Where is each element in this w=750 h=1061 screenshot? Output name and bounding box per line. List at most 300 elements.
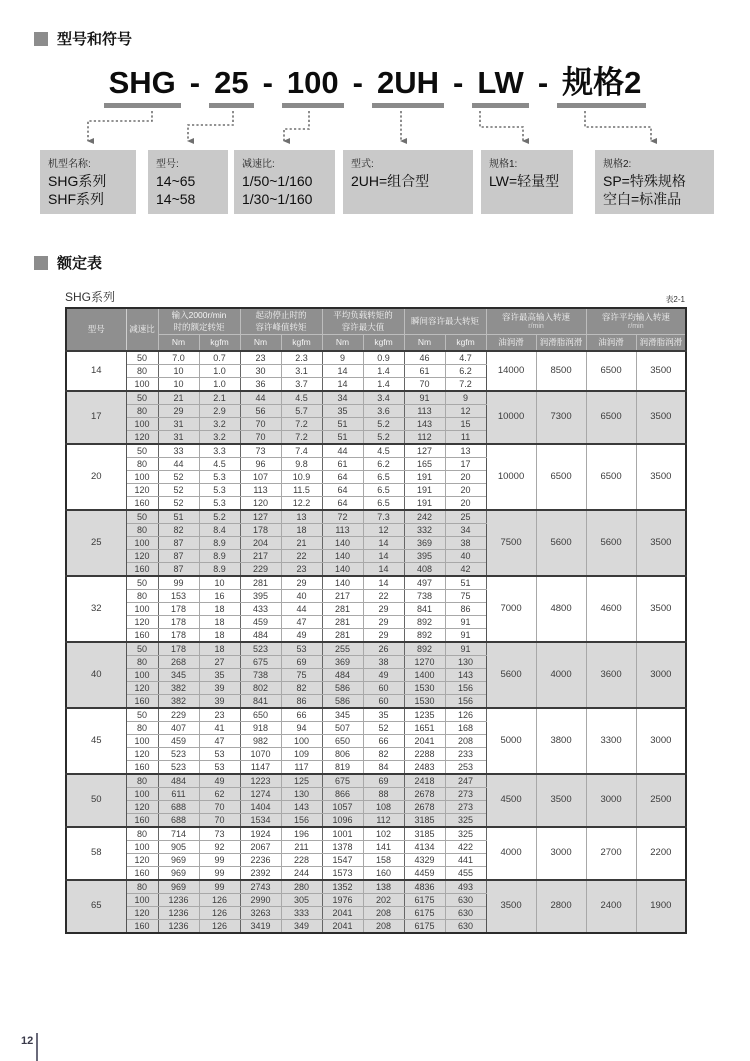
value-cell: 14 bbox=[322, 364, 363, 377]
value-cell: 140 bbox=[322, 549, 363, 562]
value-cell: 18 bbox=[199, 642, 240, 656]
value-cell: 819 bbox=[322, 760, 363, 774]
value-cell: 1547 bbox=[322, 853, 363, 866]
value-cell: 191 bbox=[404, 483, 445, 496]
value-cell: 969 bbox=[158, 853, 199, 866]
section-marker-icon bbox=[34, 32, 48, 46]
value-cell: 806 bbox=[322, 747, 363, 760]
value-cell: 349 bbox=[281, 919, 322, 933]
speed-cell: 4000 bbox=[536, 642, 586, 708]
code-dash: - bbox=[189, 65, 201, 100]
value-cell: 918 bbox=[240, 721, 281, 734]
value-cell: 281 bbox=[240, 576, 281, 590]
value-cell: 841 bbox=[240, 694, 281, 708]
value-cell: 2743 bbox=[240, 880, 281, 894]
value-cell: 5.2 bbox=[363, 430, 404, 444]
value-cell: 1147 bbox=[240, 760, 281, 774]
value-cell: 1236 bbox=[158, 906, 199, 919]
value-cell: 18 bbox=[199, 615, 240, 628]
value-cell: 102 bbox=[363, 827, 404, 841]
value-cell: 34 bbox=[445, 523, 486, 536]
code-seg-size: 25 bbox=[209, 66, 253, 108]
legend-box-label: 型号: bbox=[156, 159, 179, 171]
value-cell: 49 bbox=[199, 774, 240, 788]
value-cell: 69 bbox=[281, 655, 322, 668]
legend-box-line: SP=特殊规格 bbox=[603, 173, 686, 190]
value-cell: 113 bbox=[404, 404, 445, 417]
value-cell: 35 bbox=[363, 708, 404, 722]
section-title: 型号和符号 bbox=[57, 31, 133, 48]
speed-cell: 3500 bbox=[536, 774, 586, 827]
value-cell: 13 bbox=[281, 510, 322, 524]
legend-box-series bbox=[40, 150, 136, 214]
table-row bbox=[66, 444, 686, 458]
value-cell: 72 bbox=[322, 510, 363, 524]
value-cell: 1.0 bbox=[199, 377, 240, 391]
value-cell: 5.3 bbox=[199, 470, 240, 483]
value-cell: 969 bbox=[158, 880, 199, 894]
table-row bbox=[66, 774, 686, 788]
value-cell: 91 bbox=[445, 615, 486, 628]
value-cell: 6.5 bbox=[363, 470, 404, 483]
value-cell: 64 bbox=[322, 470, 363, 483]
speed-cell: 4600 bbox=[586, 576, 636, 642]
value-cell: 88 bbox=[363, 787, 404, 800]
speed-cell: 10000 bbox=[486, 391, 536, 444]
value-cell: 91 bbox=[445, 628, 486, 642]
value-cell: 51 bbox=[445, 576, 486, 590]
ratio-cell: 80 bbox=[126, 655, 158, 668]
section-marker-icon bbox=[34, 256, 48, 270]
value-cell: 202 bbox=[363, 893, 404, 906]
value-cell: 714 bbox=[158, 827, 199, 841]
value-cell: 3.2 bbox=[199, 417, 240, 430]
value-cell: 127 bbox=[404, 444, 445, 458]
legend-box-line: 14~58 bbox=[156, 191, 196, 208]
value-cell: 4.7 bbox=[445, 351, 486, 365]
value-cell: 1236 bbox=[158, 919, 199, 933]
ratio-cell: 80 bbox=[126, 774, 158, 788]
value-cell: 459 bbox=[240, 615, 281, 628]
value-cell: 2990 bbox=[240, 893, 281, 906]
value-cell: 52 bbox=[158, 496, 199, 510]
value-cell: 70 bbox=[199, 813, 240, 827]
value-cell: 1.4 bbox=[363, 364, 404, 377]
value-cell: 408 bbox=[404, 562, 445, 576]
value-cell: 497 bbox=[404, 576, 445, 590]
value-cell: 2392 bbox=[240, 866, 281, 880]
table-row bbox=[66, 391, 686, 405]
model-cell: 20 bbox=[66, 444, 126, 510]
legend-box-line: SHG系列 bbox=[48, 173, 107, 190]
value-cell: 87 bbox=[158, 536, 199, 549]
connector bbox=[284, 111, 309, 141]
legend-box-ratio bbox=[234, 150, 335, 214]
value-cell: 33 bbox=[158, 444, 199, 458]
col-header-unit: kgfm bbox=[445, 334, 486, 351]
value-cell: 108 bbox=[363, 800, 404, 813]
value-cell: 153 bbox=[158, 589, 199, 602]
value-cell: 94 bbox=[281, 721, 322, 734]
col-header-model: 型号 bbox=[66, 308, 126, 350]
value-cell: 56 bbox=[240, 404, 281, 417]
speed-cell: 2400 bbox=[586, 880, 636, 933]
col-header-unit: 润滑脂润滑 bbox=[636, 334, 686, 351]
value-cell: 14 bbox=[363, 536, 404, 549]
speed-cell: 7300 bbox=[536, 391, 586, 444]
value-cell: 165 bbox=[404, 457, 445, 470]
value-cell: 36 bbox=[240, 377, 281, 391]
value-cell: 3.1 bbox=[281, 364, 322, 377]
speed-cell: 2700 bbox=[586, 827, 636, 880]
value-cell: 441 bbox=[445, 853, 486, 866]
connector bbox=[88, 111, 152, 141]
value-cell: 117 bbox=[281, 760, 322, 774]
value-cell: 586 bbox=[322, 694, 363, 708]
code-seg-type: 2UH bbox=[372, 66, 444, 108]
ratio-cell: 50 bbox=[126, 708, 158, 722]
speed-cell: 6500 bbox=[586, 351, 636, 391]
value-cell: 688 bbox=[158, 813, 199, 827]
value-cell: 5.3 bbox=[199, 483, 240, 496]
section-header-ratings bbox=[34, 252, 750, 273]
value-cell: 40 bbox=[445, 549, 486, 562]
value-cell: 130 bbox=[445, 655, 486, 668]
ratio-cell: 120 bbox=[126, 483, 158, 496]
value-cell: 29 bbox=[363, 602, 404, 615]
value-cell: 1274 bbox=[240, 787, 281, 800]
value-cell: 493 bbox=[445, 880, 486, 894]
ratio-cell: 50 bbox=[126, 444, 158, 458]
page-number: 12 bbox=[21, 1035, 34, 1047]
legend-box-spec1 bbox=[481, 150, 573, 214]
value-cell: 650 bbox=[240, 708, 281, 722]
value-cell: 325 bbox=[445, 813, 486, 827]
value-cell: 9 bbox=[445, 391, 486, 405]
value-cell: 113 bbox=[240, 483, 281, 496]
section-title: 额定表 bbox=[57, 255, 103, 273]
ratio-cell: 80 bbox=[126, 880, 158, 894]
value-cell: 126 bbox=[199, 906, 240, 919]
value-cell: 23 bbox=[199, 708, 240, 722]
value-cell: 52 bbox=[158, 470, 199, 483]
value-cell: 70 bbox=[404, 377, 445, 391]
value-cell: 1235 bbox=[404, 708, 445, 722]
legend-box-line: 14~65 bbox=[156, 173, 196, 190]
table-row bbox=[66, 708, 686, 722]
value-cell: 5.2 bbox=[199, 510, 240, 524]
speed-cell: 6500 bbox=[586, 391, 636, 444]
value-cell: 675 bbox=[240, 655, 281, 668]
value-cell: 96 bbox=[240, 457, 281, 470]
value-cell: 507 bbox=[322, 721, 363, 734]
col-header-unit: Nm bbox=[240, 334, 281, 351]
table-meta bbox=[65, 288, 685, 305]
value-cell: 333 bbox=[281, 906, 322, 919]
speed-cell: 3500 bbox=[636, 510, 686, 576]
value-cell: 126 bbox=[199, 893, 240, 906]
value-cell: 523 bbox=[158, 747, 199, 760]
value-cell: 29 bbox=[158, 404, 199, 417]
value-cell: 13 bbox=[445, 444, 486, 458]
value-cell: 12.2 bbox=[281, 496, 322, 510]
value-cell: 4.5 bbox=[199, 457, 240, 470]
ratio-cell: 100 bbox=[126, 602, 158, 615]
value-cell: 92 bbox=[199, 840, 240, 853]
value-cell: 99 bbox=[158, 576, 199, 590]
value-cell: 4459 bbox=[404, 866, 445, 880]
col-header-group: 起动停止时的 容许峰值转矩 bbox=[240, 308, 322, 334]
value-cell: 73 bbox=[240, 444, 281, 458]
value-cell: 53 bbox=[199, 747, 240, 760]
value-cell: 2041 bbox=[404, 734, 445, 747]
table-row bbox=[66, 576, 686, 590]
value-cell: 4836 bbox=[404, 880, 445, 894]
value-cell: 1070 bbox=[240, 747, 281, 760]
value-cell: 112 bbox=[404, 430, 445, 444]
value-cell: 2418 bbox=[404, 774, 445, 788]
value-cell: 107 bbox=[240, 470, 281, 483]
value-cell: 523 bbox=[240, 642, 281, 656]
model-cell: 17 bbox=[66, 391, 126, 444]
value-cell: 892 bbox=[404, 628, 445, 642]
speed-cell: 6500 bbox=[536, 444, 586, 510]
value-cell: 866 bbox=[322, 787, 363, 800]
connector bbox=[188, 111, 233, 141]
ratio-cell: 100 bbox=[126, 840, 158, 853]
value-cell: 64 bbox=[322, 483, 363, 496]
value-cell: 10 bbox=[158, 364, 199, 377]
connector-lines bbox=[0, 110, 750, 150]
value-cell: 1270 bbox=[404, 655, 445, 668]
value-cell: 69 bbox=[363, 774, 404, 788]
value-cell: 2.3 bbox=[281, 351, 322, 365]
model-cell: 40 bbox=[66, 642, 126, 708]
value-cell: 630 bbox=[445, 906, 486, 919]
col-header-unit: 油润滑 bbox=[486, 334, 536, 351]
value-cell: 281 bbox=[322, 602, 363, 615]
value-cell: 29 bbox=[281, 576, 322, 590]
connector bbox=[480, 111, 523, 141]
ratio-cell: 120 bbox=[126, 853, 158, 866]
value-cell: 160 bbox=[363, 866, 404, 880]
value-cell: 91 bbox=[445, 642, 486, 656]
value-cell: 345 bbox=[322, 708, 363, 722]
ratio-cell: 80 bbox=[126, 364, 158, 377]
value-cell: 7.0 bbox=[158, 351, 199, 365]
value-cell: 26 bbox=[363, 642, 404, 656]
value-cell: 395 bbox=[404, 549, 445, 562]
model-code-diagram bbox=[0, 65, 750, 214]
footer-rule bbox=[36, 1033, 38, 1061]
value-cell: 1378 bbox=[322, 840, 363, 853]
value-cell: 70 bbox=[240, 417, 281, 430]
model-cell: 25 bbox=[66, 510, 126, 576]
code-dash: - bbox=[352, 65, 363, 100]
value-cell: 0.9 bbox=[363, 351, 404, 365]
value-cell: 38 bbox=[445, 536, 486, 549]
value-cell: 75 bbox=[445, 589, 486, 602]
value-cell: 4329 bbox=[404, 853, 445, 866]
speed-cell: 3500 bbox=[486, 880, 536, 933]
value-cell: 3185 bbox=[404, 827, 445, 841]
speed-cell: 3000 bbox=[636, 642, 686, 708]
value-cell: 23 bbox=[240, 351, 281, 365]
value-cell: 64 bbox=[322, 496, 363, 510]
value-cell: 34 bbox=[322, 391, 363, 405]
value-cell: 273 bbox=[445, 800, 486, 813]
legend-box-label: 型式: bbox=[351, 159, 374, 171]
value-cell: 20 bbox=[445, 496, 486, 510]
value-cell: 5.7 bbox=[281, 404, 322, 417]
ratio-cell: 120 bbox=[126, 800, 158, 813]
value-cell: 84 bbox=[363, 760, 404, 774]
speed-cell: 5600 bbox=[586, 510, 636, 576]
value-cell: 22 bbox=[281, 549, 322, 562]
value-cell: 280 bbox=[281, 880, 322, 894]
value-cell: 281 bbox=[322, 628, 363, 642]
value-cell: 6175 bbox=[404, 906, 445, 919]
col-header-group: 瞬间容许最大转矩 bbox=[404, 308, 486, 334]
value-cell: 75 bbox=[281, 668, 322, 681]
ratio-cell: 160 bbox=[126, 866, 158, 880]
col-header-unit: kgfm bbox=[199, 334, 240, 351]
value-cell: 1924 bbox=[240, 827, 281, 841]
value-cell: 12 bbox=[363, 523, 404, 536]
section-header-model-symbols bbox=[34, 28, 750, 49]
value-cell: 49 bbox=[281, 628, 322, 642]
value-cell: 1976 bbox=[322, 893, 363, 906]
value-cell: 140 bbox=[322, 562, 363, 576]
value-cell: 143 bbox=[445, 668, 486, 681]
ratio-cell: 100 bbox=[126, 893, 158, 906]
value-cell: 369 bbox=[404, 536, 445, 549]
speed-cell: 14000 bbox=[486, 351, 536, 391]
value-cell: 14 bbox=[363, 576, 404, 590]
value-cell: 484 bbox=[322, 668, 363, 681]
code-dash: - bbox=[262, 65, 273, 100]
value-cell: 1001 bbox=[322, 827, 363, 841]
value-cell: 433 bbox=[240, 602, 281, 615]
value-cell: 1651 bbox=[404, 721, 445, 734]
col-header-unit: Nm bbox=[322, 334, 363, 351]
ratio-cell: 160 bbox=[126, 628, 158, 642]
value-cell: 11.5 bbox=[281, 483, 322, 496]
value-cell: 44 bbox=[322, 444, 363, 458]
speed-cell: 3500 bbox=[636, 444, 686, 510]
value-cell: 4.5 bbox=[281, 391, 322, 405]
value-cell: 40 bbox=[281, 589, 322, 602]
value-cell: 244 bbox=[281, 866, 322, 880]
value-cell: 6.2 bbox=[445, 364, 486, 377]
ratio-cell: 160 bbox=[126, 496, 158, 510]
model-code bbox=[0, 65, 750, 108]
value-cell: 178 bbox=[158, 628, 199, 642]
value-cell: 586 bbox=[322, 681, 363, 694]
value-cell: 62 bbox=[199, 787, 240, 800]
ratio-cell: 100 bbox=[126, 668, 158, 681]
ratio-cell: 120 bbox=[126, 906, 158, 919]
connector bbox=[585, 111, 651, 141]
model-cell: 58 bbox=[66, 827, 126, 880]
value-cell: 52 bbox=[158, 483, 199, 496]
value-cell: 47 bbox=[199, 734, 240, 747]
value-cell: 630 bbox=[445, 893, 486, 906]
value-cell: 178 bbox=[240, 523, 281, 536]
value-cell: 1404 bbox=[240, 800, 281, 813]
speed-cell: 1900 bbox=[636, 880, 686, 933]
value-cell: 31 bbox=[158, 430, 199, 444]
value-cell: 156 bbox=[445, 681, 486, 694]
value-cell: 242 bbox=[404, 510, 445, 524]
col-header-unit: kgfm bbox=[363, 334, 404, 351]
legend-box-label: 减速比: bbox=[242, 159, 275, 171]
value-cell: 66 bbox=[363, 734, 404, 747]
value-cell: 70 bbox=[240, 430, 281, 444]
legend-box-size bbox=[148, 150, 228, 214]
speed-cell: 4500 bbox=[486, 774, 536, 827]
value-cell: 2236 bbox=[240, 853, 281, 866]
value-cell: 3.3 bbox=[199, 444, 240, 458]
value-cell: 892 bbox=[404, 615, 445, 628]
speed-cell: 2800 bbox=[536, 880, 586, 933]
value-cell: 1530 bbox=[404, 694, 445, 708]
value-cell: 2.9 bbox=[199, 404, 240, 417]
table-series-label: SHG系列 bbox=[65, 290, 116, 305]
value-cell: 86 bbox=[445, 602, 486, 615]
value-cell: 738 bbox=[240, 668, 281, 681]
value-cell: 23 bbox=[281, 562, 322, 576]
value-cell: 17 bbox=[445, 457, 486, 470]
table-row bbox=[66, 351, 686, 365]
ratio-cell: 80 bbox=[126, 457, 158, 470]
value-cell: 1236 bbox=[158, 893, 199, 906]
ratio-cell: 120 bbox=[126, 681, 158, 694]
value-cell: 7.2 bbox=[281, 417, 322, 430]
value-cell: 113 bbox=[322, 523, 363, 536]
code-seg-series: SHG bbox=[104, 66, 181, 108]
speed-cell: 5600 bbox=[486, 642, 536, 708]
value-cell: 20 bbox=[445, 483, 486, 496]
value-cell: 382 bbox=[158, 694, 199, 708]
value-cell: 455 bbox=[445, 866, 486, 880]
legend-box-line: 1/50~1/160 bbox=[242, 173, 313, 190]
legend-box-line: 空白=标准品 bbox=[603, 191, 682, 208]
value-cell: 35 bbox=[199, 668, 240, 681]
value-cell: 6.5 bbox=[363, 496, 404, 510]
value-cell: 178 bbox=[158, 602, 199, 615]
ratio-cell: 80 bbox=[126, 827, 158, 841]
value-cell: 60 bbox=[363, 694, 404, 708]
table-row bbox=[66, 642, 686, 656]
legend-boxes bbox=[40, 150, 750, 214]
value-cell: 61 bbox=[322, 457, 363, 470]
value-cell: 229 bbox=[158, 708, 199, 722]
value-cell: 2.1 bbox=[199, 391, 240, 405]
col-header-unit: 润滑脂润滑 bbox=[536, 334, 586, 351]
value-cell: 30 bbox=[240, 364, 281, 377]
ratio-cell: 80 bbox=[126, 589, 158, 602]
value-cell: 20 bbox=[445, 470, 486, 483]
value-cell: 38 bbox=[363, 655, 404, 668]
value-cell: 60 bbox=[363, 681, 404, 694]
speed-cell: 7500 bbox=[486, 510, 536, 576]
speed-cell: 4000 bbox=[486, 827, 536, 880]
ratio-cell: 50 bbox=[126, 351, 158, 365]
value-cell: 14 bbox=[363, 549, 404, 562]
speed-cell: 3500 bbox=[636, 391, 686, 444]
value-cell: 892 bbox=[404, 642, 445, 656]
